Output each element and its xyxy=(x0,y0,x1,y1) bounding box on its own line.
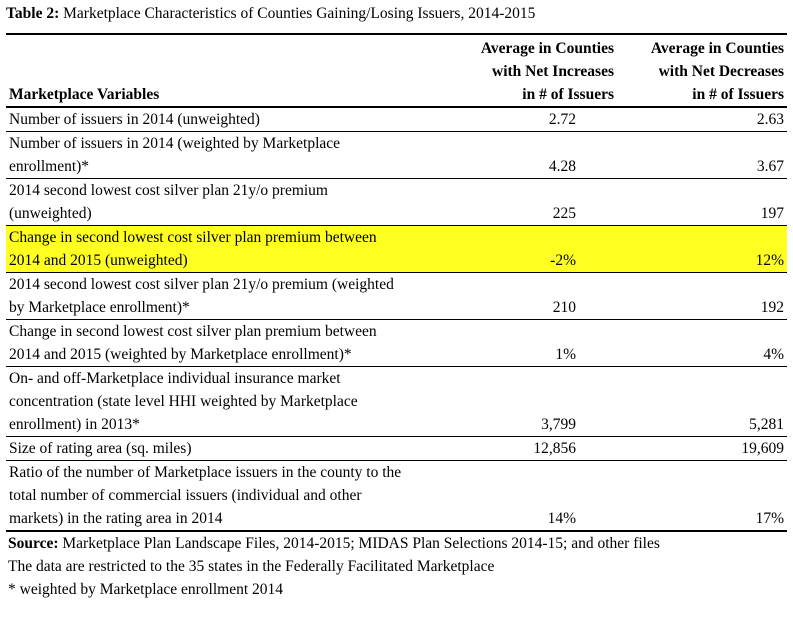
header-net-decreases-line: with Net Decreases xyxy=(658,63,784,80)
table-row xyxy=(6,273,787,320)
row-net-increase-value: 225 xyxy=(440,179,617,226)
header-net-increases xyxy=(440,34,617,107)
row-net-decrease-value: 2.63 xyxy=(617,107,787,132)
row-net-decrease-value: 19,609 xyxy=(617,437,787,461)
row-net-increase-value: -2% xyxy=(440,226,617,273)
row-variable-label xyxy=(6,179,440,226)
row-variable-label-line: Size of rating area (sq. miles) xyxy=(9,440,192,457)
header-net-increases-line: in # of Issuers xyxy=(522,86,614,103)
row-variable-label xyxy=(6,367,440,437)
row-variable-label xyxy=(6,107,440,132)
data-restriction-note: The data are restricted to the 35 states in the Federally Facilitated Marketplace xyxy=(8,558,495,575)
row-variable-label-line: 2014 second lowest cost silver plan 21y/o premium (weighted xyxy=(9,276,394,293)
header-net-decreases-line: in # of Issuers xyxy=(692,86,784,103)
table-row xyxy=(6,437,787,461)
row-variable-label xyxy=(6,226,440,273)
row-net-increase-value: 1% xyxy=(440,320,617,367)
row-variable-label-line: Number of issuers in 2014 (unweighted) xyxy=(9,111,260,128)
table-row xyxy=(6,367,787,437)
row-variable-label xyxy=(6,273,440,320)
row-net-decrease-value: 17% xyxy=(617,461,787,532)
row-net-increase-value: 4.28 xyxy=(440,132,617,179)
row-variable-label-line: 2014 and 2015 (weighted by Marketplace enrollment)* xyxy=(9,346,352,363)
row-variable-label-line: Change in second lowest cost silver plan premium between xyxy=(9,323,377,340)
row-net-decrease-value: 197 xyxy=(617,179,787,226)
row-variable-label-line: Number of issuers in 2014 (weighted by Marketplace xyxy=(9,135,341,152)
table-row xyxy=(6,461,787,532)
table-row xyxy=(6,132,787,179)
header-marketplace-variables: Marketplace Variables xyxy=(6,34,440,107)
row-net-decrease-value: 3.67 xyxy=(617,132,787,179)
row-variable-label-line: markets) in the rating area in 2014 xyxy=(9,510,223,527)
header-net-decreases-line: Average in Counties xyxy=(650,40,784,57)
table-title-text: Marketplace Characteristics of Counties Gaining/Losing Issuers, 2014-2015 xyxy=(63,5,536,22)
header-net-increases-line: Average in Counties xyxy=(480,40,614,57)
table-title xyxy=(6,3,787,33)
row-variable-label-line: total number of commercial issuers (individual and other xyxy=(9,487,362,504)
row-net-increase-value: 14% xyxy=(440,461,617,532)
row-variable-label xyxy=(6,461,440,532)
row-net-increase-value: 210 xyxy=(440,273,617,320)
table-row xyxy=(6,226,787,273)
row-variable-label-line: concentration (state level HHI weighted by Marketplace xyxy=(9,393,358,410)
row-variable-label-line: Ratio of the number of Marketplace issuers in the county to the xyxy=(9,464,402,481)
row-net-decrease-value: 192 xyxy=(617,273,787,320)
header-net-decreases xyxy=(617,34,787,107)
row-net-increase-value: 12,856 xyxy=(440,437,617,461)
source-line xyxy=(8,532,787,555)
row-variable-label xyxy=(6,437,440,461)
row-net-increase-value: 2.72 xyxy=(440,107,617,132)
row-net-decrease-value: 12% xyxy=(617,226,787,273)
weighting-footnote: * weighted by Marketplace enrollment 2014 xyxy=(8,581,284,598)
row-variable-label-line: by Marketplace enrollment)* xyxy=(9,299,190,316)
row-variable-label-line: (unweighted) xyxy=(9,205,92,222)
row-variable-label-line: enrollment) in 2013* xyxy=(9,416,140,433)
table-row xyxy=(6,179,787,226)
table-footer xyxy=(6,532,787,601)
row-variable-label xyxy=(6,132,440,179)
table-title-label: Table 2: xyxy=(6,5,60,22)
row-variable-label xyxy=(6,320,440,367)
row-variable-label-line: Change in second lowest cost silver plan premium between xyxy=(9,229,377,246)
source-text: Marketplace Plan Landscape Files, 2014-2015; MIDAS Plan Selections 2014-15; and other files xyxy=(62,535,660,552)
row-variable-label-line: enrollment)* xyxy=(9,158,90,175)
row-net-decrease-value: 4% xyxy=(617,320,787,367)
header-net-increases-line: with Net Increases xyxy=(492,63,614,80)
marketplace-table xyxy=(6,33,787,532)
row-net-increase-value: 3,799 xyxy=(440,367,617,437)
source-label: Source: xyxy=(8,535,59,552)
row-variable-label-line: 2014 second lowest cost silver plan 21y/o premium xyxy=(9,182,328,199)
table-header-row xyxy=(6,34,787,107)
row-net-decrease-value: 5,281 xyxy=(617,367,787,437)
table-row xyxy=(6,107,787,132)
table-row xyxy=(6,320,787,367)
row-variable-label-line: 2014 and 2015 (unweighted) xyxy=(9,252,188,269)
row-variable-label-line: On- and off-Marketplace individual insurance market xyxy=(9,370,341,387)
table-body xyxy=(6,107,787,531)
